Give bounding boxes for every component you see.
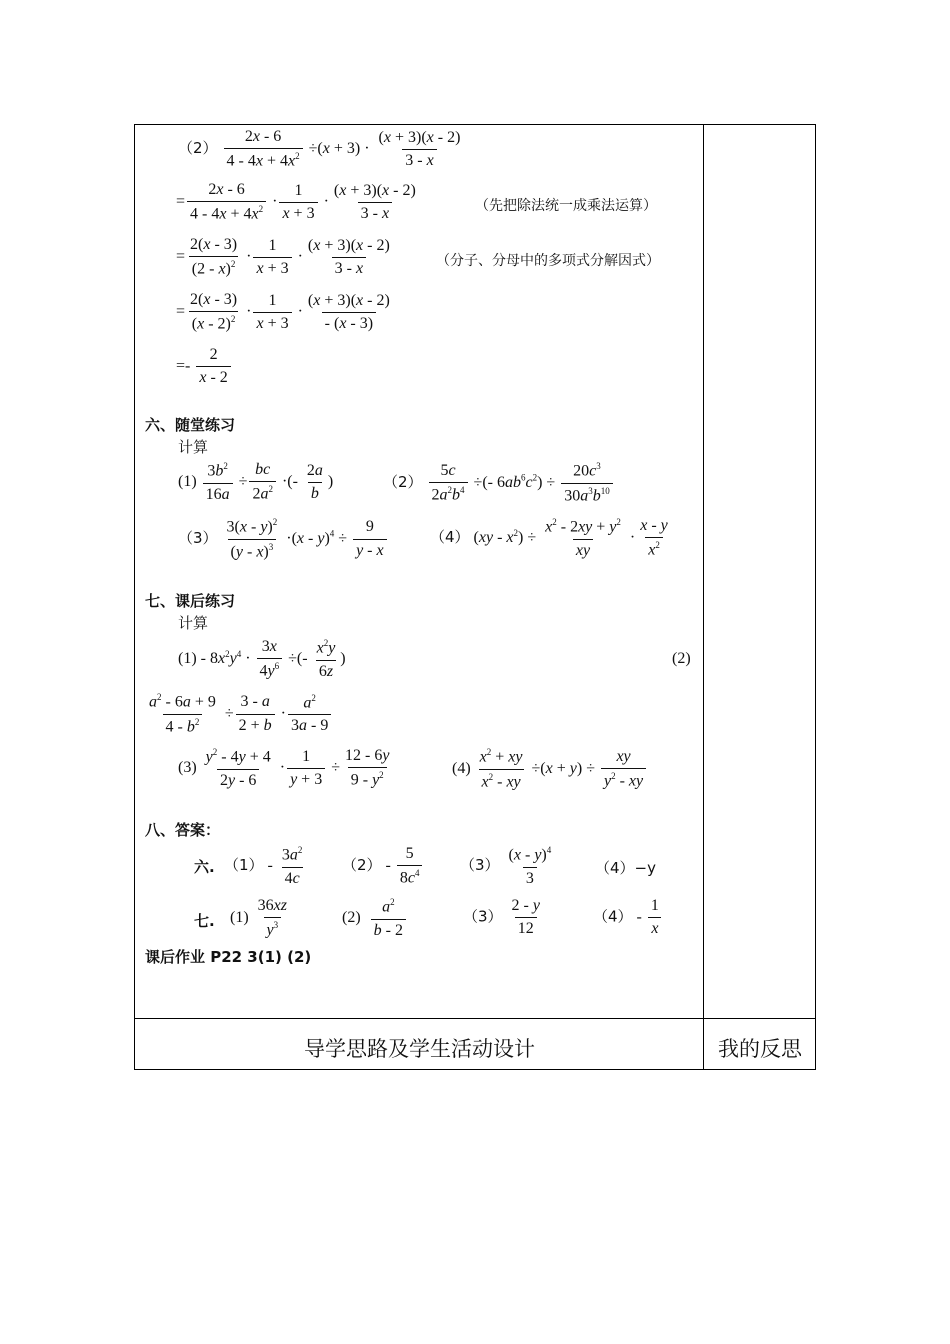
section-homework-title: 七、课后练习 [145,592,236,610]
answer-seven-3: （3） $\frac{2 - y}{12}$ [463,897,540,938]
table-row-divider [134,1018,816,1019]
example2-step1: = $\frac{2x - 6}{4 - 4x + 4x^2}$ · $\frac{1}{x + 3}$ · $\frac{(x + 3)(x - 2)}{3 - x}$ [176,181,416,223]
table-bottom-border [134,1069,816,1070]
example2-step2: = $\frac{2(x - 3)}{(2 - x)^2}$ · $\frac{1}{x + 3}$ · $\frac{(x + 3)(x - 2)}{3 - x}$ [176,236,390,278]
practice-label-1: (1) [178,473,197,491]
section-answers-title: 八、答案： [145,821,221,839]
homework-label-3: (3) [178,759,197,777]
practice-label-3: （3） [178,528,218,547]
section-practice-title: 六、随堂练习 [145,416,236,434]
answers-seven-label: 七. [194,912,215,930]
table-right-border [815,124,816,1070]
example2-step3: = $\frac{2(x - 3)}{(x - 2)^2}$ · $\frac{1}{x + 3}$ · $\frac{(x + 3)(x - 2)}{- (x - 3)}$ [176,291,390,333]
footer-left-cell: 导学思路及学生活动设计 [304,1037,535,1061]
footer-right-cell: 我的反思 [718,1037,802,1061]
example2-note-1: （先把除法统一成乘法运算） [475,198,657,214]
answer-six-4: （4）−y [595,859,656,877]
practice-label-2: （2） [383,472,423,491]
homework-label-4: (4) [452,759,471,777]
answers-six-label: 六. [194,858,215,876]
answer-seven-4: （4） - $\frac{1}{x}$ [593,897,664,939]
section-homework-subtitle: 计算 [178,614,209,632]
homework-label-2: (2) [672,650,691,667]
answer-six-1: （1） - $\frac{3a^2}{4c}$ [224,845,303,887]
assignment-text: 课后作业 P22 3(1) (2) [145,948,312,966]
homework-problem-4: (4) $\frac{x^2 + xy}{x^2 - xy}$ ÷(x + y) ÷ $\frac{xy}{y^2 - xy}$ [452,747,648,791]
homework-problem-2: $\frac{a^2 - 6a + 9}{4 - b^2}$ ÷ $\frac{3 - a}{2 + b}$ · $\frac{a^2}{3a - 9}$ [144,692,333,736]
section-practice-subtitle: 计算 [178,438,209,456]
homework-problem-1: $(1) - 8x^2y^4$ · $\frac{3x}{4y^6}$ ÷(- $\frac{x^2y}{6z}$ ) [178,638,346,680]
answer-seven-2: (2) $\frac{a^2}{b - 2}$ [342,897,408,940]
example2-note-2: （分子、分母中的多项式分解因式） [436,253,660,269]
answer-six-2: （2） - $\frac{5}{8c^4}$ [342,845,424,888]
table-left-border [134,124,135,1070]
practice-problem-1: (1) $\frac{3b^2}{16a}$ ÷ $\frac{bc}{2a^2}$ ·(- $\frac{2a}{b}$ ) [178,461,334,503]
example2-label: （2） [178,139,218,158]
practice-problem-3: （3） $\frac{3(x - y)^2}{(y - x)^3}$ ·(x - y)$^4$ ÷ $\frac{9}{y - x}$ [178,517,389,561]
table-column-divider [703,124,704,1070]
example2-step0: （2） $\frac{2x - 6}{4 - 4x + 4x^2}$ ÷(x + 3) · $\frac{(x + 3)(x - 2)}{3 - x}$ [178,128,461,170]
example2-result: =- $\frac{2}{x - 2}$ [176,346,233,388]
homework-problem-3: (3) $\frac{y^2 - 4y + 4}{2y - 6}$ · $\frac{1}{y + 3}$ ÷ $\frac{12 - 6y}{9 - y^2}$ [178,747,390,789]
answer-seven-1: (1) $\frac{36xz}{y^3}$ [230,897,287,939]
homework-label-1: (1) [178,650,197,668]
table-top-border [134,124,816,125]
practice-problem-4: （4） $(xy - x^2)$ ÷ $\frac{x^2 - 2xy + y^2}{xy}$ · $\frac{x - y}{x^2}$ [430,517,668,559]
practice-problem-2: （2） $\frac{5c}{2a^2b^4}$ ÷(- $6ab^6c^2$) ÷ $\frac{20c^3}{30a^3b^{10}}$ [383,461,615,505]
practice-label-4: （4） [430,528,470,547]
answer-six-3: （3） $\frac{(x - y)^4}{3}$ [460,845,552,887]
